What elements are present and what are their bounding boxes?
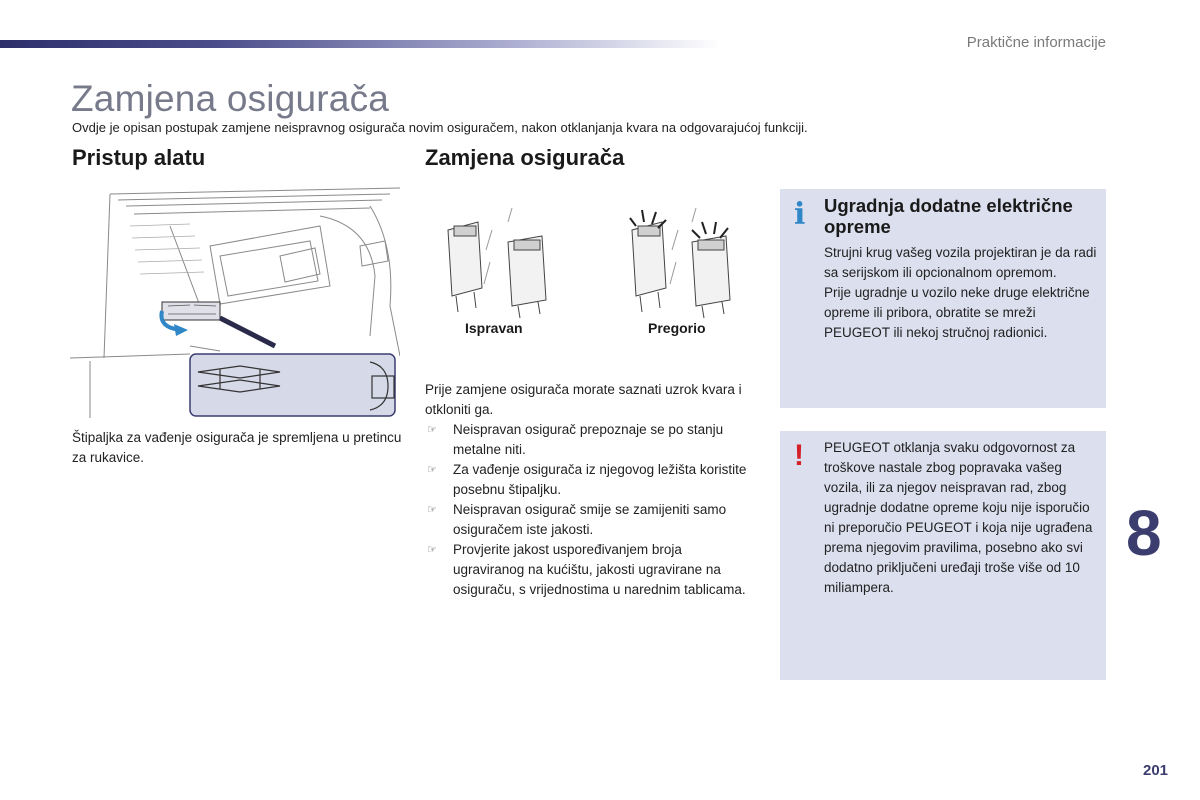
tool-caption: Štipaljka za vađenje osigurača je spremljena u pretincu za rukavice.: [72, 430, 402, 465]
info-box-text: [824, 243, 1100, 343]
pointing-hand-icon: ☞: [427, 464, 437, 476]
info-box-title: Ugradnja dodatne električne opreme: [824, 195, 1073, 237]
page-title: Zamjena osigurača: [71, 78, 390, 119]
page-number: 201: [1143, 762, 1169, 779]
glovebox-illustration: [70, 186, 400, 418]
list-item: ☞ Provjerite jakost uspoređivanjem broja ugraviranog na kućištu, jakosti ugravirane na osiguraču, s vrijednostima u narednim tablicama.: [427, 542, 746, 597]
info-box: [780, 189, 1106, 408]
pointing-hand-icon: ☞: [427, 424, 437, 436]
list-item: ☞ Neispravan osigurač smije se zamijeniti samo osiguračem iste jakosti.: [427, 502, 727, 537]
exclamation-icon: !: [794, 439, 804, 472]
instruction-list: [425, 420, 755, 600]
info-box-paragraph: Strujni krug vašeg vozila projektiran je da radi sa serijskom ili opcionalnom opremom.: [824, 245, 1097, 280]
info-icon: i: [794, 197, 806, 232]
instructions-lead: Prije zamjene osigurača morate saznati uzrok kvara i otkloniti ga.: [425, 382, 742, 417]
section-header: Praktične informacije: [966, 34, 1106, 51]
fuse-instructions: [425, 380, 755, 600]
warning-box: [780, 431, 1106, 680]
list-item: ☞ Za vađenje osigurača iz njegovog ležišta koristite posebnu štipaljku.: [427, 462, 747, 497]
pointing-hand-icon: ☞: [427, 504, 437, 516]
list-item: ☞ Neispravan osigurač prepoznaje se po stanju metalne niti.: [427, 422, 724, 457]
intro-text: Ovdje je opisan postupak zamjene neispravnog osigurača novim osiguračem, nakon otklanjanja kvara na odgovarajućoj funkciji.: [72, 120, 808, 135]
label-fuse-blown: Pregorio: [648, 320, 706, 336]
chapter-number: 8: [1126, 497, 1162, 569]
pointing-hand-icon: ☞: [427, 544, 437, 556]
top-gradient-bar: [0, 40, 720, 48]
label-fuse-ok: Ispravan: [465, 320, 523, 336]
info-box-paragraph: Prije ugradnje u vozilo neke druge električne opreme ili pribora, obratite se mreži PEUGEOT ili nekoj stručnoj radionici.: [824, 285, 1090, 340]
heading-fuse-replacement: Zamjena osigurača: [425, 145, 625, 170]
heading-tool-access: Pristup alatu: [72, 145, 206, 170]
warning-box-text: PEUGEOT otklanja svaku odgovornost za troškove nastale zbog popravaka vašeg vozila, ili za njegov neispravan rad, zbog ugradnje dodatne opreme koju nije isporučio ni preporučio PEUGEOT i koja nije ugrađena prema njegovim pravilima, posebno ako svi dodatno priključeni uređaji troše više od 10 miliampera.: [824, 440, 1093, 595]
fuse-comparison-illustration: [430, 200, 760, 320]
